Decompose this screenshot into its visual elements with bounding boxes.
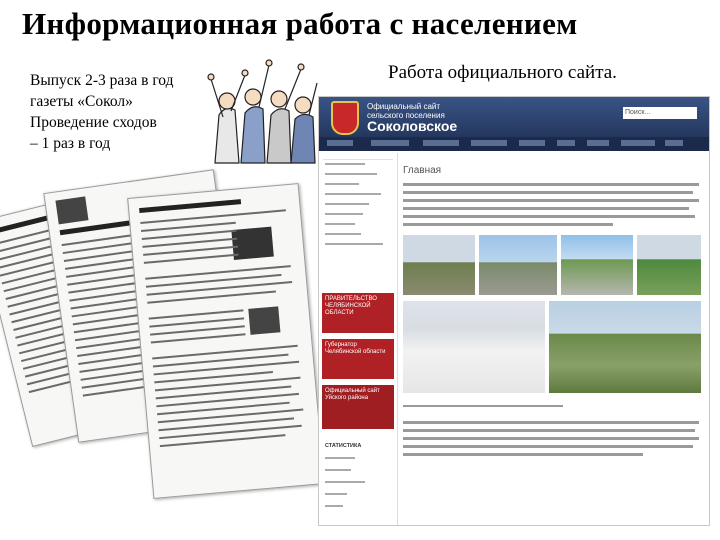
nav-item[interactable] xyxy=(327,140,353,146)
sidebar-menu-item[interactable] xyxy=(325,183,359,185)
nav-item[interactable] xyxy=(471,140,507,146)
slide-title: Информационная работа с населением xyxy=(22,6,578,41)
website-caption: Работа официального сайта. xyxy=(388,62,617,83)
governor-banner[interactable] xyxy=(322,339,394,379)
nav-item[interactable] xyxy=(665,140,683,146)
newspaper-page xyxy=(127,183,320,499)
village-photo xyxy=(561,235,633,295)
left-text-line: – 1 раз в год xyxy=(30,135,111,152)
sidebar-menu-item[interactable] xyxy=(325,173,377,175)
left-text-line: Проведение сходов xyxy=(30,114,157,131)
site-header-line: сельского поселения xyxy=(367,111,445,120)
sidebar-menu-item[interactable] xyxy=(325,233,361,235)
newspaper-and-meetings-text xyxy=(30,70,220,154)
site-name: Соколовское xyxy=(367,118,458,134)
district-site-banner[interactable] xyxy=(322,385,394,429)
nav-item[interactable] xyxy=(557,140,575,146)
banner-label: ПРАВИТЕЛЬСТВО ЧЕЛЯБИНСКОЙ ОБЛАСТИ xyxy=(325,296,377,316)
sidebar-menu-item[interactable] xyxy=(325,243,383,245)
nav-item[interactable] xyxy=(621,140,655,146)
main-heading: Главная xyxy=(403,165,442,176)
site-nav-bar xyxy=(319,137,709,151)
winter-road-photo xyxy=(403,301,545,393)
village-aerial-photo xyxy=(549,301,701,393)
sidebar-menu-item[interactable] xyxy=(325,223,355,225)
stat-row xyxy=(325,493,347,495)
stat-row xyxy=(325,469,351,471)
stats-heading: СТАТИСТИКА xyxy=(325,443,362,449)
government-banner[interactable] xyxy=(322,293,394,333)
sidebar-menu-item[interactable] xyxy=(325,163,365,165)
nav-item[interactable] xyxy=(519,140,545,146)
sidebar-menu-item[interactable] xyxy=(325,213,363,215)
official-website-screenshot xyxy=(318,96,710,526)
banner-label: Официальный сайт Уйского района xyxy=(325,388,380,401)
stat-row xyxy=(325,457,355,459)
site-sidebar xyxy=(319,153,398,525)
site-header xyxy=(319,97,709,137)
left-text-line: Выпуск 2-3 раза в год xyxy=(30,72,174,89)
village-photo xyxy=(403,235,475,295)
left-text-line: газеты «Сокол» xyxy=(30,93,133,110)
village-photo xyxy=(479,235,557,295)
village-photo xyxy=(637,235,701,295)
stat-row xyxy=(325,481,365,483)
crowd-raising-hands-illustration xyxy=(205,55,320,165)
coat-of-arms-icon xyxy=(331,101,359,135)
nav-item[interactable] xyxy=(423,140,459,146)
site-header-line: Официальный сайт xyxy=(367,102,441,111)
stat-row xyxy=(325,505,343,507)
banner-label: Губернатор Челябинской области xyxy=(325,342,386,355)
site-search-input[interactable]: Поиск... xyxy=(623,107,697,119)
sidebar-menu-item[interactable] xyxy=(325,203,369,205)
newspaper-sokol-collage xyxy=(0,160,320,540)
sidebar-menu-item[interactable] xyxy=(325,193,381,195)
nav-item[interactable] xyxy=(371,140,409,146)
nav-item[interactable] xyxy=(587,140,609,146)
